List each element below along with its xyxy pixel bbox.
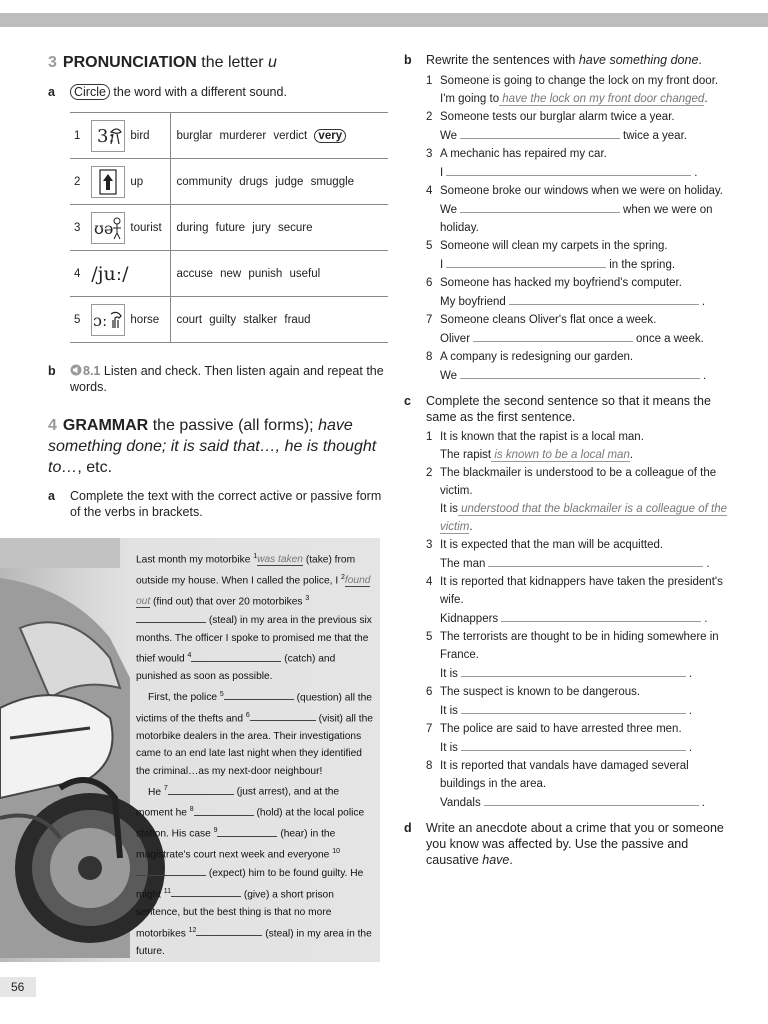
item-question: The police are said to have arrested three men. bbox=[440, 723, 682, 735]
answer-suffix: . bbox=[688, 705, 693, 717]
story-text-segment: (steal) in my area in the previous six months. The officer I spoke to promised me that the thief would bbox=[136, 614, 372, 665]
item-number: 6 bbox=[426, 277, 433, 289]
item-question: Someone broke our windows when we were on holiday. bbox=[440, 185, 723, 197]
table-row bbox=[70, 297, 388, 343]
gap-number: 7 bbox=[163, 785, 168, 793]
exercise-b-rewrite bbox=[404, 52, 734, 68]
list-item bbox=[426, 72, 734, 108]
section-subtitle-end: , etc. bbox=[77, 459, 113, 476]
sound-key-cell bbox=[70, 205, 170, 251]
word-list[interactable]: community drugs judge smuggle bbox=[176, 175, 355, 188]
section-4-title bbox=[48, 415, 388, 478]
bird-icon bbox=[91, 120, 125, 152]
sound-keyword: tourist bbox=[130, 221, 162, 234]
item-number: 7 bbox=[426, 314, 433, 326]
answer-filled[interactable]: understood that the blackmailer is a colleague of the victim bbox=[440, 503, 728, 533]
gap-number: 5 bbox=[219, 690, 224, 698]
gap-input[interactable] bbox=[224, 688, 294, 700]
answer-input[interactable] bbox=[446, 255, 606, 268]
section-number: 4 bbox=[48, 417, 57, 434]
table-row bbox=[70, 113, 388, 159]
story-text-segment: (just arrest), and at the moment he bbox=[136, 786, 340, 819]
gap-input[interactable] bbox=[168, 783, 234, 795]
answer-suffix: . bbox=[469, 521, 473, 533]
item-question: A company is redesigning our garden. bbox=[440, 351, 634, 363]
top-bar bbox=[0, 13, 768, 27]
section-name: PRONUNCIATION bbox=[62, 54, 197, 71]
gap-number: 9 bbox=[213, 827, 218, 835]
page-number: 56 bbox=[0, 977, 36, 997]
item-question: The terrorists are thought to be in hiding somewhere in France. bbox=[440, 631, 719, 661]
sound-key-cell bbox=[70, 159, 170, 205]
answer-input[interactable] bbox=[488, 554, 703, 567]
item-number: 2 bbox=[426, 111, 433, 123]
item-question: It is reported that kidnappers have taken the president's wife. bbox=[440, 576, 723, 606]
item-number: 1 bbox=[426, 431, 433, 443]
left-column bbox=[48, 52, 388, 520]
audio-track-number[interactable]: 8.1 bbox=[83, 364, 101, 378]
word-options bbox=[170, 297, 388, 343]
circle-word: Circle bbox=[70, 84, 110, 100]
item-number: 3 bbox=[426, 539, 433, 551]
gap-input[interactable] bbox=[196, 924, 262, 936]
gap-input[interactable] bbox=[194, 804, 254, 816]
exercise-3b bbox=[48, 363, 388, 395]
item-number: 3 bbox=[426, 148, 433, 160]
story-text-segment: (question) all the victims of the thefts and bbox=[136, 692, 372, 725]
gap-input[interactable] bbox=[136, 611, 206, 623]
table-row bbox=[70, 159, 388, 205]
exercise-letter: d bbox=[404, 821, 412, 835]
section-name: GRAMMAR bbox=[62, 417, 149, 434]
answer-suffix: . bbox=[701, 797, 705, 809]
answer-prompt: We bbox=[440, 204, 458, 216]
svg-text:ʊə: ʊə bbox=[94, 218, 114, 238]
story-text-segment: (catch) and punished as soon as possible. bbox=[136, 653, 336, 683]
item-question: It is reported that vandals have damaged several buildings in the area. bbox=[440, 760, 689, 790]
pronunciation-table bbox=[70, 112, 388, 343]
list-item bbox=[426, 628, 734, 683]
answer-suffix: . bbox=[688, 742, 693, 754]
item-question: Someone cleans Oliver's flat once a week. bbox=[440, 314, 657, 326]
word-list[interactable]: accuse new punish useful bbox=[176, 267, 321, 280]
rewrite-items bbox=[426, 72, 734, 385]
answer-input[interactable] bbox=[460, 126, 620, 139]
list-item bbox=[426, 311, 734, 348]
exercise-letter: a bbox=[48, 489, 55, 503]
row-number: 2 bbox=[74, 175, 81, 188]
exercise-letter: c bbox=[404, 394, 411, 408]
list-item bbox=[426, 683, 734, 720]
row-number: 3 bbox=[74, 221, 81, 234]
item-number: 1 bbox=[426, 75, 433, 87]
item-question: Someone will clean my carpets in the spring. bbox=[440, 240, 668, 252]
answer-prompt: It is bbox=[440, 705, 458, 717]
exercise-3a bbox=[48, 84, 388, 100]
gap-number: 2 bbox=[341, 573, 345, 581]
item-number: 4 bbox=[426, 576, 433, 588]
list-item bbox=[426, 237, 734, 274]
exercise-instruction-end: . bbox=[698, 53, 702, 67]
row-number: 1 bbox=[74, 129, 81, 142]
exercise-instruction: the word with a different sound. bbox=[109, 85, 287, 99]
exercise-instruction: Write an anecdote about a crime that you or someone you know was affected by. Use the passive and causative bbox=[426, 821, 724, 867]
story-text-segment: (hold) at the local police station. His case bbox=[136, 807, 365, 840]
answer-prompt: I bbox=[440, 167, 444, 179]
right-column bbox=[404, 52, 734, 868]
gap-input[interactable] bbox=[217, 825, 277, 837]
gap-number: 4 bbox=[187, 652, 192, 660]
gap-input[interactable] bbox=[191, 650, 281, 662]
gap-input[interactable] bbox=[136, 864, 206, 876]
item-question: The suspect is known to be dangerous. bbox=[440, 686, 641, 698]
story-text-segment: (give) a short prison sentence, but the best thing is that no more motorbikes bbox=[136, 889, 334, 939]
story-text-segment: (expect) him to be found guilty. He might bbox=[136, 868, 364, 901]
word-list[interactable]: during future jury secure bbox=[176, 221, 313, 234]
answer-prompt: My boyfriend bbox=[440, 296, 506, 308]
list-item bbox=[426, 573, 734, 628]
story-text-segment: (find out) that over 20 motorbikes bbox=[150, 596, 306, 608]
exercise-instruction-italic: have bbox=[482, 853, 510, 867]
list-item bbox=[426, 428, 734, 464]
item-question: Someone has hacked my boyfriend's computer. bbox=[440, 277, 682, 289]
exercise-instruction: Rewrite the sentences with bbox=[426, 53, 579, 67]
sound-keyword: horse bbox=[130, 313, 160, 326]
list-item bbox=[426, 348, 734, 385]
item-number: 5 bbox=[426, 631, 433, 643]
svg-text:3:: 3: bbox=[97, 125, 115, 147]
answer-filled[interactable]: is known to be a local man bbox=[491, 449, 630, 461]
phonetic-symbol: /juː/ bbox=[91, 262, 129, 285]
answer-input[interactable] bbox=[460, 366, 700, 379]
gap-answer[interactable]: found out bbox=[136, 575, 371, 608]
section-3-title bbox=[48, 52, 388, 74]
list-item bbox=[426, 536, 734, 573]
answer-suffix: when we were on holiday. bbox=[440, 204, 713, 234]
answer-suffix: once a week. bbox=[636, 333, 704, 345]
answer-input[interactable] bbox=[461, 701, 686, 714]
word-options bbox=[170, 251, 388, 297]
answer-prompt: We bbox=[440, 130, 458, 142]
section-subtitle-italic: have something done; it is said that…, he is thought to… bbox=[48, 417, 377, 476]
sound-key-cell bbox=[70, 251, 170, 297]
list-item bbox=[426, 464, 734, 536]
word-options bbox=[170, 113, 388, 159]
word-options bbox=[170, 159, 388, 205]
svg-text:ɔː: ɔː bbox=[93, 310, 108, 330]
answer-prompt: Kidnappers bbox=[440, 613, 499, 625]
word-list[interactable]: court guilty stalker fraud bbox=[176, 313, 311, 326]
answer-filled[interactable]: have the lock on my front door changed bbox=[499, 93, 705, 105]
section-subtitle: the letter u bbox=[201, 54, 277, 71]
item-question: It is known that the rapist is a local man. bbox=[440, 431, 644, 443]
gap-number: 11 bbox=[163, 888, 172, 895]
complete-items bbox=[426, 428, 734, 812]
answer-suffix: . bbox=[704, 613, 708, 625]
item-question: Someone is going to change the lock on my front door. bbox=[440, 75, 719, 87]
section-subtitle: the passive (all forms); bbox=[152, 417, 319, 434]
story-text-segment: (take) from outside my house. When I called the police, I bbox=[136, 554, 356, 587]
item-number: 4 bbox=[426, 185, 433, 197]
story-text-segment: He bbox=[148, 786, 164, 798]
story-text-segment: First, the police bbox=[148, 692, 220, 704]
sound-keyword: bird bbox=[130, 129, 150, 142]
item-number: 8 bbox=[426, 760, 433, 772]
exercise-instruction: Complete the text with the correct active or passive form of the verbs in brackets. bbox=[70, 489, 382, 519]
exercise-instruction-italic: have something done bbox=[578, 53, 699, 67]
answer-prompt: It is bbox=[440, 742, 458, 754]
gap-number: 12 bbox=[188, 926, 197, 934]
gap-number: 10 bbox=[332, 848, 340, 856]
exercise-c-complete bbox=[404, 393, 734, 425]
answer-suffix: . bbox=[703, 370, 707, 382]
row-number: 5 bbox=[74, 313, 81, 326]
answer-suffix: . bbox=[704, 93, 708, 105]
exercise-instruction: Complete the second sentence so that it means the same as the first sentence. bbox=[426, 394, 711, 424]
word-list[interactable]: burglar murderer verdict bbox=[176, 129, 308, 142]
story-text-segment: (steal) in my area in the future. bbox=[136, 927, 372, 957]
list-item bbox=[426, 145, 734, 182]
gap-input[interactable] bbox=[171, 885, 241, 897]
answer-input[interactable] bbox=[461, 738, 686, 751]
gap-number: 8 bbox=[189, 806, 194, 814]
answer-input[interactable] bbox=[461, 664, 686, 677]
answer-suffix: . bbox=[688, 668, 693, 680]
sound-keyword: up bbox=[130, 175, 144, 188]
answer-prompt: The man bbox=[440, 558, 486, 570]
answer-prompt: I'm going to bbox=[440, 93, 500, 105]
answer-prompt: Oliver bbox=[440, 333, 471, 345]
answer-suffix: in the spring. bbox=[609, 259, 676, 271]
item-number: 7 bbox=[426, 723, 433, 735]
exercise-letter: b bbox=[48, 364, 56, 378]
answer-input[interactable] bbox=[484, 793, 699, 806]
list-item bbox=[426, 108, 734, 145]
item-question: It is expected that the man will be acquitted. bbox=[440, 539, 664, 551]
exercise-d-anecdote bbox=[404, 820, 734, 868]
list-item bbox=[426, 182, 734, 237]
exercise-instruction: Listen and check. Then listen again and repeat the words. bbox=[70, 364, 384, 394]
answer-suffix: . bbox=[629, 449, 634, 461]
answer-prompt: We bbox=[440, 370, 458, 382]
answer-prompt: It is bbox=[440, 668, 458, 680]
gap-number: 6 bbox=[245, 711, 250, 719]
list-item bbox=[426, 720, 734, 757]
gap-number: 1 bbox=[253, 553, 258, 560]
gap-input[interactable] bbox=[250, 709, 316, 721]
exercise-instruction-end: . bbox=[509, 853, 513, 867]
gap-answer[interactable]: was taken bbox=[257, 554, 303, 566]
item-number: 6 bbox=[426, 686, 433, 698]
gap-number: 3 bbox=[305, 594, 310, 602]
section-number: 3 bbox=[48, 54, 57, 71]
answer-input[interactable] bbox=[473, 329, 633, 342]
row-number: 4 bbox=[74, 267, 81, 280]
word-options bbox=[170, 205, 388, 251]
story-text bbox=[136, 548, 374, 960]
answer-input[interactable] bbox=[501, 609, 701, 622]
tourist-icon bbox=[91, 212, 125, 244]
item-number: 5 bbox=[426, 240, 433, 252]
answer-prompt: Vandals bbox=[440, 797, 481, 809]
answer-prompt: I bbox=[440, 259, 444, 271]
item-question: Someone tests our burglar alarm twice a year. bbox=[440, 111, 675, 123]
item-question: The blackmailer is understood to be a colleague of the victim. bbox=[440, 467, 717, 497]
story-text-segment: (hear) in the magistrate's court next week and everyone bbox=[136, 828, 336, 861]
answer-suffix: twice a year. bbox=[623, 130, 687, 142]
list-item bbox=[426, 757, 734, 812]
audio-icon[interactable] bbox=[70, 364, 83, 376]
circled-answer[interactable]: very bbox=[314, 129, 346, 143]
sound-key-cell bbox=[70, 113, 170, 159]
item-question: A mechanic has repaired my car. bbox=[440, 148, 607, 160]
answer-prompt: It is bbox=[440, 503, 458, 515]
answer-suffix: . bbox=[694, 167, 698, 179]
story-text-segment: Last month my motorbike bbox=[136, 554, 254, 566]
story-text-segment: (visit) all the motorbike dealers in the area. Their investigations came to an end late last night when they identified the criminal…as my next-door neighbour! bbox=[136, 713, 373, 777]
answer-prompt: The rapist bbox=[440, 449, 492, 461]
table-row bbox=[70, 251, 388, 297]
answer-input[interactable] bbox=[446, 163, 691, 176]
answer-input[interactable] bbox=[509, 292, 699, 305]
answer-input[interactable] bbox=[460, 200, 620, 213]
sound-key-cell bbox=[70, 297, 170, 343]
answer-suffix: . bbox=[701, 296, 706, 308]
horse-icon bbox=[91, 304, 125, 336]
exercise-letter: a bbox=[48, 85, 55, 99]
item-number: 2 bbox=[426, 467, 433, 479]
item-number: 8 bbox=[426, 351, 433, 363]
exercise-letter: b bbox=[404, 53, 412, 67]
exercise-4a bbox=[48, 488, 388, 520]
table-row bbox=[70, 205, 388, 251]
up-arrow-icon bbox=[91, 166, 125, 198]
answer-suffix: . bbox=[706, 558, 710, 570]
list-item bbox=[426, 274, 734, 311]
